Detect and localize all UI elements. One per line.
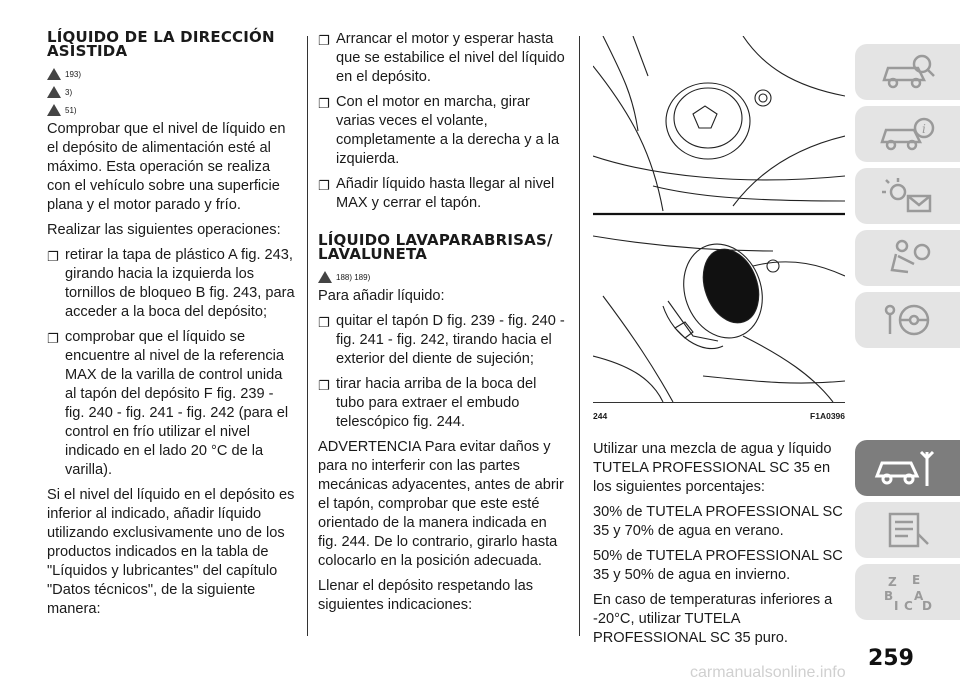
- warning-ref-3: 51): [47, 102, 297, 118]
- paragraph: Para añadir líquido:: [318, 288, 445, 304]
- column-divider: [579, 36, 580, 636]
- checkbox-bullet-icon: ❐: [318, 178, 330, 193]
- tab-technical-data[interactable]: [855, 502, 960, 558]
- paragraph: Utilizar una mezcla de agua y líquido TUTELA PROFESSIONAL SC 35 en los siguientes porcentajes:: [593, 441, 832, 495]
- checkbox-bullet-icon: ❐: [47, 331, 59, 346]
- svg-text:Z: Z: [887, 575, 897, 589]
- column-3: [593, 36, 845, 654]
- tab-dashboard-lights[interactable]: [855, 168, 960, 224]
- list-item: ❐ tirar hacia arriba de la boca del tubo para extraer el embudo telescópico fig. 244.: [318, 376, 537, 430]
- list-item: ❐ comprobar que el líquido se encuentre al nivel de la referencia MAX de la varilla de control unida al tapón del depósito F fig. 239 - fig. 240 - fig. 241 - fig. 242 (para el control en frío utilizar el nivel indicado en el lado 20 °C de la varilla).: [47, 329, 289, 478]
- washer-reservoir-illustration: [593, 36, 845, 402]
- car-info-icon: [878, 114, 938, 154]
- watermark: carmanualsonline.info: [690, 664, 846, 681]
- svg-text:B: B: [883, 589, 893, 603]
- paragraph: Llenar el depósito respetando las siguientes indicaciones:: [318, 578, 534, 613]
- paragraph: Realizar las siguientes operaciones:: [47, 222, 281, 238]
- column-divider: [307, 36, 308, 636]
- chapter-sidebar: [855, 0, 960, 686]
- svg-text:E: E: [911, 573, 920, 587]
- tab-starting-driving[interactable]: [855, 292, 960, 348]
- index-list-icon: [878, 510, 938, 550]
- svg-text:A: A: [913, 589, 923, 603]
- figure-number: 244: [593, 411, 608, 421]
- paragraph: 50% de TUTELA PROFESSIONAL SC 35 y 50% de agua en invierno.: [593, 548, 843, 583]
- figure-code: F1A0396: [810, 411, 845, 421]
- tab-safety[interactable]: [855, 230, 960, 286]
- list-item: ❐ quitar el tapón D fig. 239 - fig. 240 - fig. 241 - fig. 242, tirando hacia el exterior del diente de sujeción;: [318, 313, 565, 367]
- column-1: [47, 30, 297, 625]
- list-item: ❐ Con el motor en marcha, girar varias veces el volante, completamente a la derecha y a la izquierda.: [318, 94, 560, 167]
- figure-caption: [593, 407, 845, 426]
- list-item: ❐ Arrancar el motor y esperar hasta que se estabilice el nivel del líquido en el depósito.: [318, 31, 565, 85]
- section-title-power-steering: LÍQUIDO DE LA DIRECCIÓN ASISTIDA: [47, 28, 275, 60]
- checkbox-bullet-icon: ❐: [318, 315, 330, 330]
- paragraph: 30% de TUTELA PROFESSIONAL SC 35 y 70% de agua en verano.: [593, 504, 843, 539]
- section-title-washer-fluid: LÍQUIDO LAVAPARABRISAS/ LAVALUNETA: [318, 231, 553, 263]
- paragraph: Si el nivel del líquido en el depósito es inferior al indicado, añadir líquido utilizando exclusivamente uno de los productos indicados en la tabla de "Líquidos y lubricantes" del capítulo "Datos técnicos", de la siguiente manera:: [47, 487, 295, 617]
- warning-triangle-icon: [47, 68, 61, 80]
- page-number: 259: [868, 646, 914, 671]
- steering-key-icon: [878, 300, 938, 340]
- airbag-seat-icon: [878, 238, 938, 278]
- svg-text:C: C: [903, 599, 913, 612]
- warning-ref-2: 3): [47, 84, 297, 100]
- tab-knowing-the-car[interactable]: [855, 44, 960, 100]
- svg-text:D: D: [921, 599, 932, 612]
- column-2: [318, 30, 568, 621]
- figure-244: [593, 36, 845, 403]
- list-item: ❐ Añadir líquido hasta llegar al nivel MAX y cerrar el tapón.: [318, 176, 555, 211]
- svg-text:I: I: [893, 599, 898, 612]
- checkbox-bullet-icon: ❐: [318, 96, 330, 111]
- dashboard-lights-icon: [878, 176, 938, 216]
- warning-triangle-icon: [47, 104, 61, 116]
- tab-maintenance[interactable]: [855, 440, 960, 496]
- svg-text:i: i: [921, 122, 926, 136]
- alphabet-index-icon: [878, 572, 938, 612]
- warning-ref: 188) 189): [318, 269, 568, 285]
- paragraph: Comprobar que el nivel de líquido en el depósito de alimentación esté al máximo. Esta operación se realiza con el vehículo sobre una superficie plana y el motor parado y frío.: [47, 121, 286, 213]
- warning-triangle-icon: [47, 86, 61, 98]
- checkbox-bullet-icon: ❐: [47, 249, 59, 264]
- tab-car-info[interactable]: [855, 106, 960, 162]
- warning-triangle-icon: [318, 271, 332, 283]
- list-item: ❐ retirar la tapa de plástico A fig. 243, girando hacia la izquierda los tornillos de bloqueo B fig. 243, para acceder a la boca del depósito;: [47, 247, 295, 320]
- paragraph: En caso de temperaturas inferiores a -20°C, utilizar TUTELA PROFESSIONAL SC 35 puro.: [593, 592, 833, 646]
- paragraph: ADVERTENCIA Para evitar daños y para no interferir con las partes mecánicas adyacentes, antes de abrir el tapón, comprobar que este esté orientado de la manera indicada en fig. 244. De lo contrario, girarlo hasta colocarlo en la posición adecuada.: [318, 439, 564, 569]
- car-wrench-icon: [873, 446, 943, 490]
- checkbox-bullet-icon: ❐: [318, 33, 330, 48]
- tab-alphabetical-index[interactable]: [855, 564, 960, 620]
- car-search-icon: [878, 52, 938, 92]
- warning-ref-1: 193): [47, 66, 297, 82]
- checkbox-bullet-icon: ❐: [318, 378, 330, 393]
